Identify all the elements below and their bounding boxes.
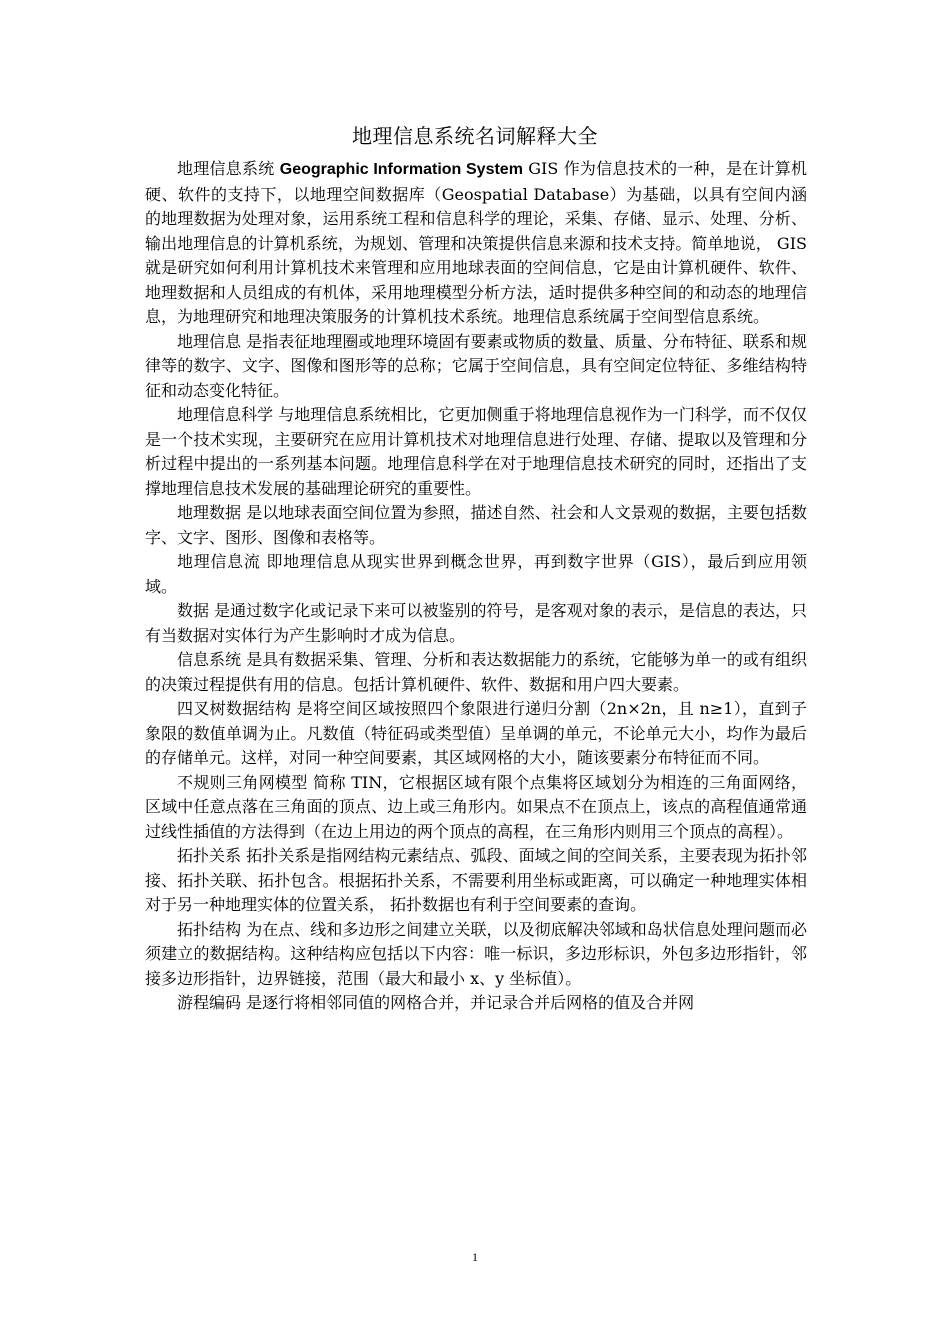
paragraph-geo-information-flow: 地理信息流 即地理信息从现实世界到概念世界，再到数字世界（GIS），最后到应用领域。 [145,552,807,596]
paragraph-tin: 不规则三角网模型 简称 TIN，它根据区域有限个点集将区域划分为相连的三角面网络，区域中任意点落在三角面的顶点、边上或三角形内。如果点不在顶点上，该点的高程值通常通过线性插值的方法得到（在边上用边的两个顶点的高程，在三角形内则用三个顶点的高程）。 [145,772,807,841]
paragraph-data: 数据 是通过数字化或记录下来可以被鉴别的符号，是客观对象的表示，是信息的表达，只有当数据对实体行为产生影响时才成为信息。 [145,601,807,645]
paragraph-gis-definition [145,157,807,330]
paragraph-topology-relation: 拓扑关系 拓扑关系是指网结构元素结点、弧段、面域之间的空间关系，主要表现为拓扑邻接、拓扑关联、拓扑包含。根据拓扑关系，不需要利用坐标或距离，可以确定一种地理实体相对于另一种地理实体的位置关系， 拓扑数据也有利于空间要素的查询。 [145,846,807,914]
paragraph-geo-data: 地理数据 是以地球表面空间位置为参照，描述自然、社会和人文景观的数据，主要包括数字、文字、图形、图像和表格等。 [145,503,807,547]
page-title: 地理信息系统名词解释大全 [352,124,598,148]
term-english-name: Geographic Information System [279,161,523,178]
document-body [145,157,807,1016]
paragraph-quadtree: 四叉树数据结构 是将空间区域按照四个象限进行递归分割（2n×2n，且 n≥1），直到子象限的数值单调为止。凡数值（特征码或类型值）呈单调的单元，不论单元大小，均作为最后的存储单元。这样，对同一种空间要素，其区域网格的大小，随该要素分布特征而不同。 [145,699,807,767]
term-lead: 地理信息系统 [177,159,280,178]
paragraph-information-system: 信息系统 是具有数据采集、管理、分析和表达数据能力的系统，它能够为单一的或有组织的决策过程提供有用的信息。包括计算机硬件、软件、数据和用户四大要素。 [145,650,807,694]
page-number: 1 [472,1250,478,1264]
paragraph-text: GIS 作为信息技术的一种，是在计算机硬、软件的支持下，以地理空间数据库（Geospatial Database）为基础，以具有空间内涵的地理数据为处理对象，运用系统工程和信息科学的理论，采集、存储、显示、处理、分析、输出地理信息的计算机系统，为规划、管理和决策提供信息来源和技术支持。简单地说， GIS 就是研究如何利用计算机技术来管理和应用地球表面的空间信息，它是由计算机硬件、软件、地理数据和人员组成的有机体，采用地理模型分析方法，适时提供多种空间的和动态的地理信息，为地理研究和地理决策服务的计算机技术系统。地理信息系统属于空间型信息系统。 [145,159,807,326]
paragraph-run-length-encoding: 游程编码 是逐行将相邻同值的网格合并，并记录合并后网格的值及合并网 [177,993,695,1012]
paragraph-geo-information: 地理信息 是指表征地理圈或地理环境固有要素或物质的数量、质量、分布特征、联系和规律等的数字、文字、图像和图形等的总称；它属于空间信息，具有空间定位特征、多维结构特征和动态变化特征。 [145,331,807,400]
paragraph-geo-information-science: 地理信息科学 与地理信息系统相比，它更加侧重于将地理信息视作为一门科学，而不仅仅是一个技术实现，主要研究在应用计算机技术对地理信息进行处理、存储、提取以及管理和分析过程中提出的一系列基本问题。地理信息科学在对于地理信息技术研究的同时，还指出了支撑地理信息技术发展的基础理论研究的重要性。 [145,405,807,498]
paragraph-topology-structure: 拓扑结构 为在点、线和多边形之间建立关联，以及彻底解决邻域和岛状信息处理问题而必须建立的数据结构。这种结构应包括以下内容：唯一标识，多边形标识，外包多边形指针，邻接多边形指针，边界链接，范围（最大和最小 x、y 坐标值）。 [145,919,807,988]
